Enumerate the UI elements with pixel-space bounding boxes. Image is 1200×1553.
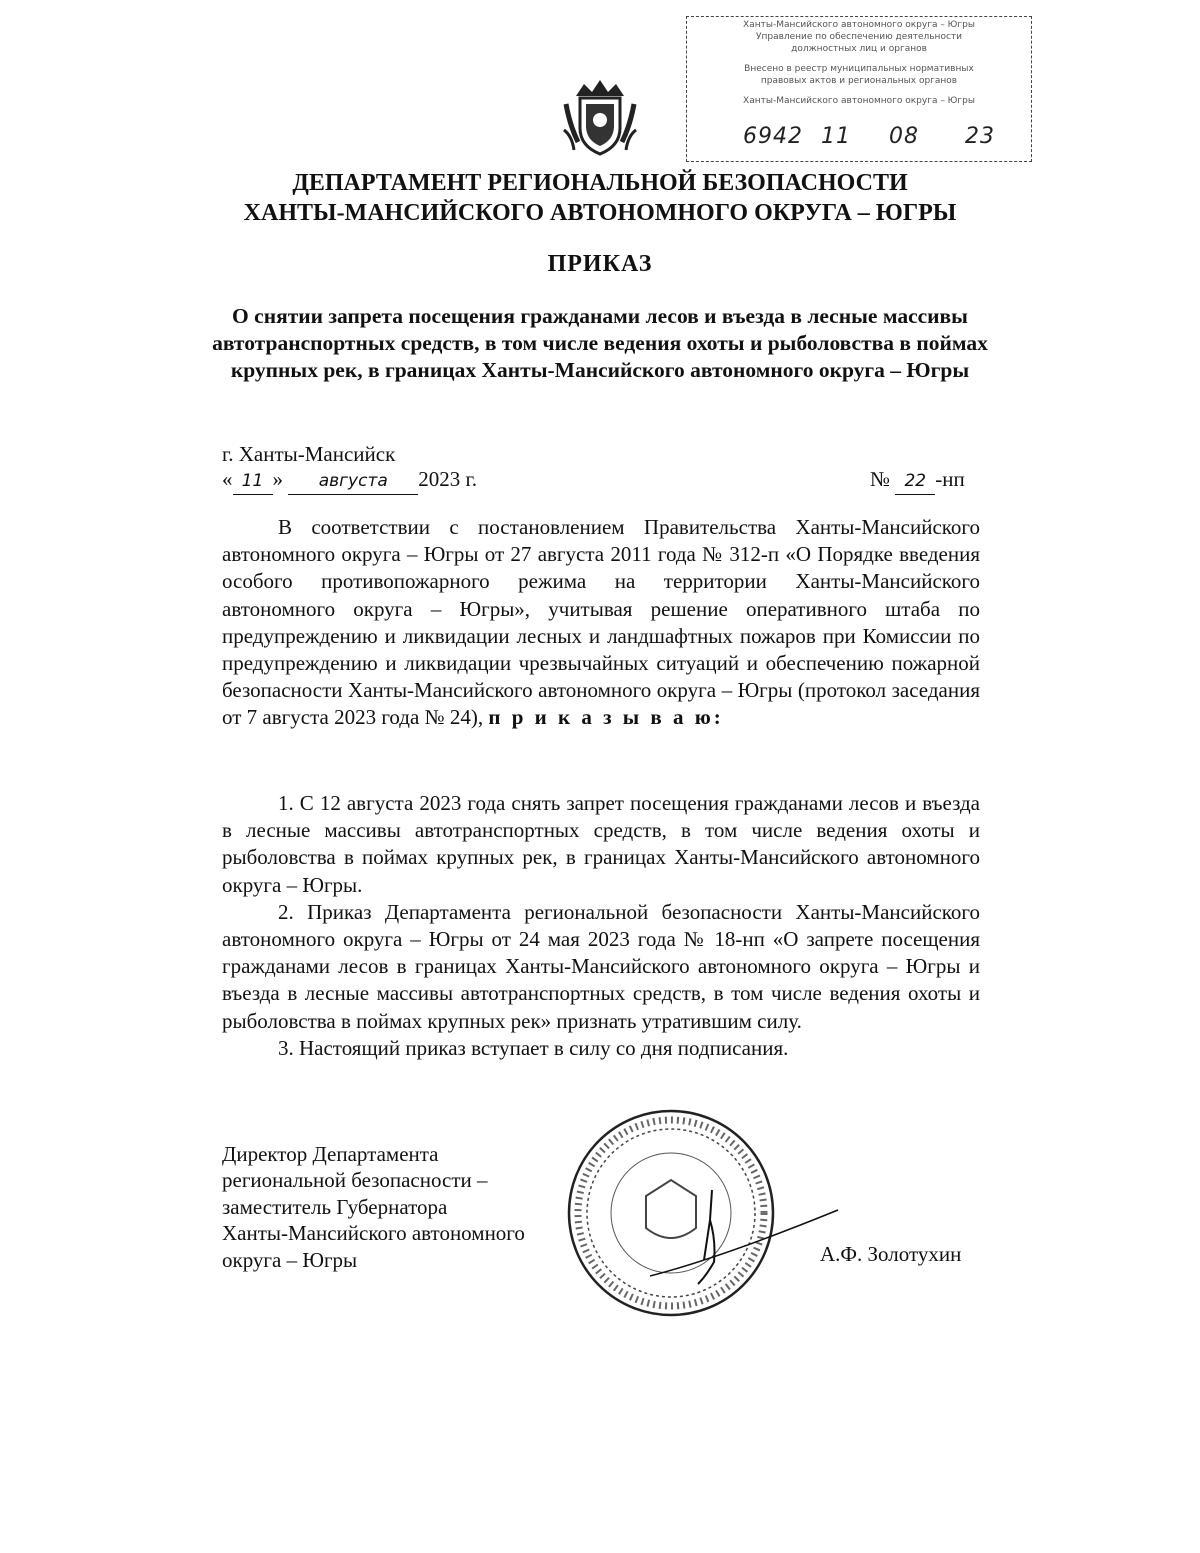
registration-stamp [686, 16, 1032, 162]
reg-day: 11 [821, 124, 851, 149]
signer-position-line: округа – Югры [222, 1247, 358, 1272]
number-value: 22 [895, 468, 935, 495]
order-word: п р и к а з ы в а ю: [488, 705, 724, 730]
order-item: 1. С 12 августа 2023 года снять запрет посещения гражданами лесов и въезда в лесные массивы автотранспортных средств, в том числе ведения охоты и рыболовства в поймах крупных рек, в границах Ханты-Мансийского автономного округа – Югры. [222, 791, 980, 897]
date-quote: » [272, 467, 283, 491]
doc-type: ПРИКАЗ [547, 251, 653, 277]
preamble-block [222, 514, 980, 732]
date-quote: « [222, 467, 233, 491]
reg-stamp-line: Управление по обеспечению деятельности [755, 32, 962, 42]
reg-stamp-line: Ханты-Мансийского автономного округа – Югры [743, 96, 975, 106]
reg-stamp-line: должностных лиц и органов [791, 44, 927, 54]
date-month: августа [288, 468, 418, 495]
signer-position-line: Ханты-Мансийского автономного [222, 1221, 525, 1246]
preamble-paragraph [222, 514, 980, 732]
date-year: 2023 г. [418, 467, 477, 491]
reg-number: 6942 [743, 124, 803, 149]
number-suffix: -нп [935, 467, 965, 491]
reg-month: 08 [889, 124, 919, 149]
reg-stamp-line: Внесено в реестр муниципальных нормативных [744, 64, 974, 74]
order-subject: О снятии запрета посещения гражданами лесов и въезда в лесные массивы автотранспортных средств, в том числе ведения охоты и рыболовства в поймах крупных рек, в границах Ханты-Мансийского автономного округа – Югры [212, 304, 988, 382]
reg-stamp-line: правовых актов и региональных органов [760, 76, 958, 86]
signer-name: А.Ф. Золотухин [820, 1242, 962, 1266]
signer-position-line: региональной безопасности – [222, 1168, 488, 1193]
order-item: 3. Настоящий приказ вступает в силу со дня подписания. [278, 1035, 789, 1060]
preamble-text: В соответствии с постановлением Правительства Ханты-Мансийского автономного округа – Югры от 27 августа 2011 года № 312-п «О Порядке введения особого противопожарного режима на территории Ханты-Мансийского автономного округа – Югры», учитывая решение оперативного штаба по предупреждению и ликвидации лесных и ландшафтных пожаров при Комиссии по предупреждению и ликвидации чрезвычайных ситуаций и обеспечению пожарной безопасности Ханты-Мансийского автономного округа – Югры (протокол заседания от 7 августа 2023 года № 24), [222, 515, 980, 730]
place: г. Ханты-Мансийск [222, 442, 396, 466]
department-line: ДЕПАРТАМЕНТ РЕГИОНАЛЬНОЙ БЕЗОПАСНОСТИ [292, 170, 908, 196]
reg-year: 23 [965, 124, 995, 149]
date-day: 11 [233, 468, 273, 495]
order-number [870, 466, 965, 495]
signer-position-line: заместитель Губернатора [222, 1194, 448, 1219]
order-items [222, 790, 980, 1062]
reg-stamp-line: Ханты-Мансийского автономного округа – Югры [743, 20, 975, 30]
signature-icon [640, 1180, 840, 1290]
coat-of-arms-icon [562, 70, 638, 160]
department-line: ХАНТЫ-МАНСИЙСКОГО АВТОНОМНОГО ОКРУГА – ЮГРЫ [243, 200, 957, 226]
order-item: 2. Приказ Департамента региональной безопасности Ханты-Мансийского автономного округа – Югры от 24 мая 2023 года № 18-нп «О запрете посещения гражданами лесов в границах Ханты-Мансийского автономного округа – Югры и въезда в лесные массивы автотранспортных средств, в том числе ведения охоты и рыболовства в поймах крупных рек» признать утратившим силу. [222, 899, 980, 1033]
signer-position [222, 1141, 525, 1273]
number-prefix: № [870, 467, 891, 491]
order-date [222, 466, 477, 495]
department-title [200, 168, 1000, 228]
signer-position-line: Директор Департамента [222, 1142, 439, 1166]
